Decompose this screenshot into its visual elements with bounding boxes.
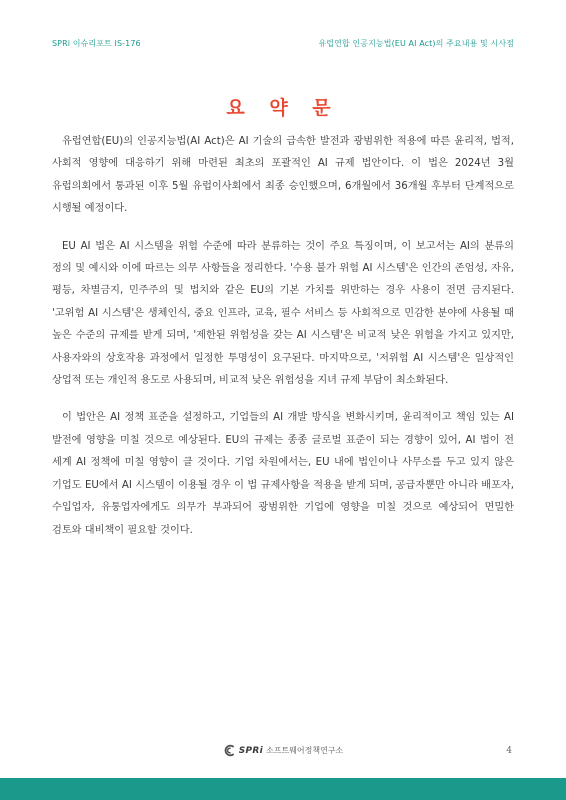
spri-logo-icon bbox=[223, 744, 236, 757]
footer-bar bbox=[0, 778, 566, 800]
summary-body bbox=[52, 131, 514, 557]
footer-brand: SPRi bbox=[238, 745, 263, 756]
footer-org-name: 소프트웨어정책연구소 bbox=[266, 746, 344, 755]
header-report-title: 유럽연합 인공지능법(EU AI Act)의 주요내용 및 시사점 bbox=[318, 39, 514, 48]
summary-paragraph-3: 이 법안은 AI 정책 표준을 설정하고, 기업들의 AI 개발 방식을 변화시키며, 윤리적이고 책임 있는 AI 발전에 영향을 미칠 것으로 예상된다. EU의 규제는 종종 글로벌 표준이 되는 경향이 있어, AI 법이 전 세계 AI 정책에 미칠 영향이 클 것이다. 기업 차원에서는, EU 내에 법인이나 사무소를 두고 있지 않은 기업도 EU에서 AI 시스템이 이용될 경우 이 법 규제사항을 적용을 받게 되며, 공급자뿐만 아니라 배포자, 수입업자, 유통업자에게도 의무가 부과되어 광범위한 기업에 영향을 미칠 것으로 예상되어 면밀한 검토와 대비책이 필요할 것이다. bbox=[52, 412, 514, 536]
footer-logo bbox=[0, 744, 566, 757]
header-report-id: SPRi 이슈리포트 IS-176 bbox=[52, 39, 141, 48]
page-header bbox=[52, 38, 514, 49]
page-title: 요 약 문 bbox=[226, 97, 340, 119]
summary-paragraph-2: EU AI 법은 AI 시스템을 위험 수준에 따라 분류하는 것이 주요 특징이며, 이 보고서는 AI의 분류의 정의 및 예시와 이에 따르는 의무 사항들을 정리한다. '수용 불가 위험 AI 시스템'은 인간의 존엄성, 자유, 평등, 차별금지, 민주주의 및 법치와 같은 EU의 기본 가치를 위반하는 경우 사용이 전면 금지된다. '고위험 AI 시스템'은 생체인식, 중요 인프라, 교육, 필수 서비스 등 사회적으로 민감한 분야에 사용될 때 높은 수준의 규제를 받게 되며, '제한된 위험성을 갖는 AI 시스템'은 비교적 낮은 위험을 가지고 있지만, 사용자와의 상호작용 과정에서 일정한 투명성이 요구된다. 마지막으로, '저위험 AI 시스템'은 일상적인 상업적 또는 개인적 용도로 사용되며, 비교적 낮은 위험성을 지녀 규제 부담이 최소화된다. bbox=[52, 240, 515, 387]
page-number: 4 bbox=[506, 746, 512, 756]
summary-paragraph-1: 유럽연합(EU)의 인공지능법(AI Act)은 AI 기술의 급속한 발전과 광범위한 적용에 따른 윤리적, 법적, 사회적 영향에 대응하기 위해 마련된 최초의 포괄적인 AI 규제 법안이다. 이 법은 2024년 3월 유럽의회에서 통과된 이후 5월 유럽이사회에서 최종 승인했으며, 6개월에서 36개월 후부터 단계적으로 시행될 예정이다. bbox=[52, 136, 514, 215]
